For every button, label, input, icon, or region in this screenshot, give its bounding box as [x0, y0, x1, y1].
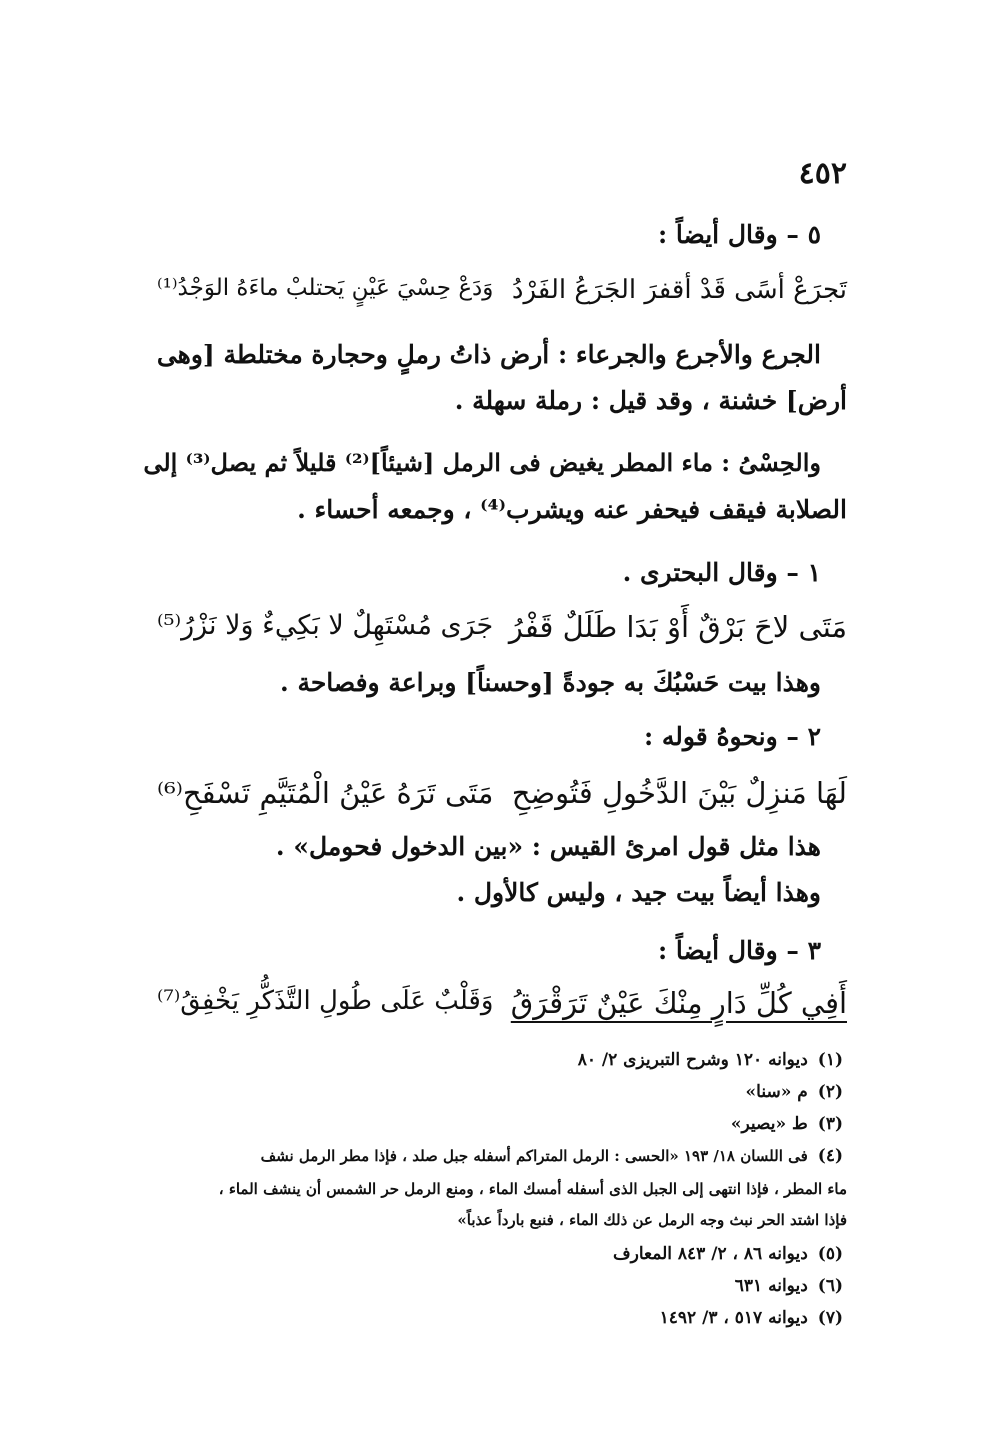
footnote-text: م «سنا»: [745, 1082, 808, 1102]
section-heading: ٥ – وقال أيضاً :: [658, 220, 821, 249]
footnote-number: (٤): [817, 1146, 843, 1166]
footnote-text: ديوانه ٨٦ ، ٢/ ٨٤٣ المعارف: [613, 1244, 808, 1264]
verse: [157, 776, 847, 824]
verse: [157, 610, 847, 658]
paragraph-line: هذا مثل قول امرئ القيس : «بين الدخول فحومل» .: [275, 832, 821, 861]
footnote-text: ديوانه ١٢٠ وشرح التبريزى ٢/ ٨٠: [577, 1050, 808, 1070]
footnote: [261, 1146, 843, 1166]
footnote-number: (٦): [817, 1276, 843, 1296]
footnote-text: ديوانه ٥١٧ ، ٣/ ١٤٩٢: [659, 1308, 808, 1328]
footnote-text: ط «يصير»: [730, 1114, 808, 1134]
verse-second-hemistich: وَدَعْ حِسْيَ عَيْنٍ يَحتلبْ ماءَهُ الوَجْدُ⁽¹⁾: [157, 275, 494, 301]
paragraph-line: الصلابة فيقف فيحفر عنه ويشرب⁽⁴⁾ ، وجمعه أحساء .: [297, 495, 847, 524]
footnote-text: فى اللسان ١٨/ ١٩٣ «الحسى : الرمل المتراكم أسفله جبل صلد ، فإذا مطر الرمل نشف: [260, 1147, 808, 1165]
footnote: [578, 1050, 843, 1070]
paragraph-line: والحِسْىُ : ماء المطر يغيض فى الرمل [شيئاً]⁽²⁾ قليلاً ثم يصل⁽³⁾ إلى: [143, 448, 821, 477]
footnote: [735, 1276, 843, 1296]
footnote: [660, 1308, 843, 1328]
section-heading: ١ – وقال البحترى .: [622, 558, 821, 587]
section-heading: ٣ – وقال أيضاً :: [658, 936, 821, 965]
footnote: [746, 1082, 843, 1102]
paragraph-line: وهذا أيضاً بيت جيد ، وليس كالأول .: [456, 878, 821, 907]
section-heading: ٢ – ونحوهُ قوله :: [643, 722, 821, 751]
footnote-number: (٢): [817, 1082, 843, 1102]
footnote-number: (١): [817, 1050, 843, 1070]
verse-first-hemistich: لَهَا مَنزِلٌ بَيْنَ الدَّخُولِ فَتُوضِحِ: [511, 776, 847, 810]
verse-first-hemistich: أَفِي كُلِّ دَارٍ مِنْكَ عَيْنٌ تَرَقْرَقُ: [510, 986, 847, 1020]
verse-first-hemistich: مَتَى لاحَ بَرْقٌ أَوْ بَدَا طَلَلٌ قَفْرُ: [508, 610, 847, 644]
verse-second-hemistich: جَرَى مُسْتَهِلٌ لا بَكِيءٌ وَلا نَزْرُ⁽⁵⁾: [157, 610, 494, 641]
paragraph-line: أرض] خشنة ، وقد قيل : رملة سهلة .: [454, 386, 847, 415]
verse: [157, 986, 847, 1034]
footnote-continuation: ماء المطر ، فإذا انتهى إلى الجبل الذى أسفله أمسك الماء ، ومنع الرمل حر الشمس أن ينشف الماء ،: [218, 1180, 847, 1198]
footnote: [731, 1114, 843, 1134]
footnote-number: (٥): [817, 1244, 843, 1264]
verse-first-hemistich: تَجرَعْ أسًى قَدْ أقفرَ الجَرَعُ الفَرْدُ: [511, 275, 847, 305]
paragraph-line: وهذا بيت حَسْبُكَ به جودةً [وحسناً] وبراعة وفصاحة .: [280, 668, 821, 697]
verse: [157, 275, 847, 323]
footnote-number: (٣): [817, 1114, 843, 1134]
footnote-text: ديوانه ٦٣١: [734, 1276, 808, 1296]
verse-second-hemistich: وَقَلْبٌ عَلَى طُولِ التَّذَكُّرِ يَخْفِقُ⁽⁷⁾: [157, 986, 494, 1016]
verse-second-hemistich: مَتَى تَرَهُ عَيْنُ الْمُتَيَّمِ تَسْفَحِ⁽⁶⁾: [157, 776, 494, 810]
footnote-number: (٧): [817, 1308, 843, 1328]
page-number: ٤٥٢: [798, 156, 847, 191]
footnote: [613, 1244, 843, 1264]
footnote-continuation: فإذا اشتد الحر نبث وجه الرمل عن ذلك الماء ، فنبع بارداً عذباً»: [457, 1211, 847, 1229]
paragraph-line: الجرع والأجرع والجرعاء : أرض ذاتُ رملٍ وحجارة مختلطة [وهى: [156, 340, 821, 369]
